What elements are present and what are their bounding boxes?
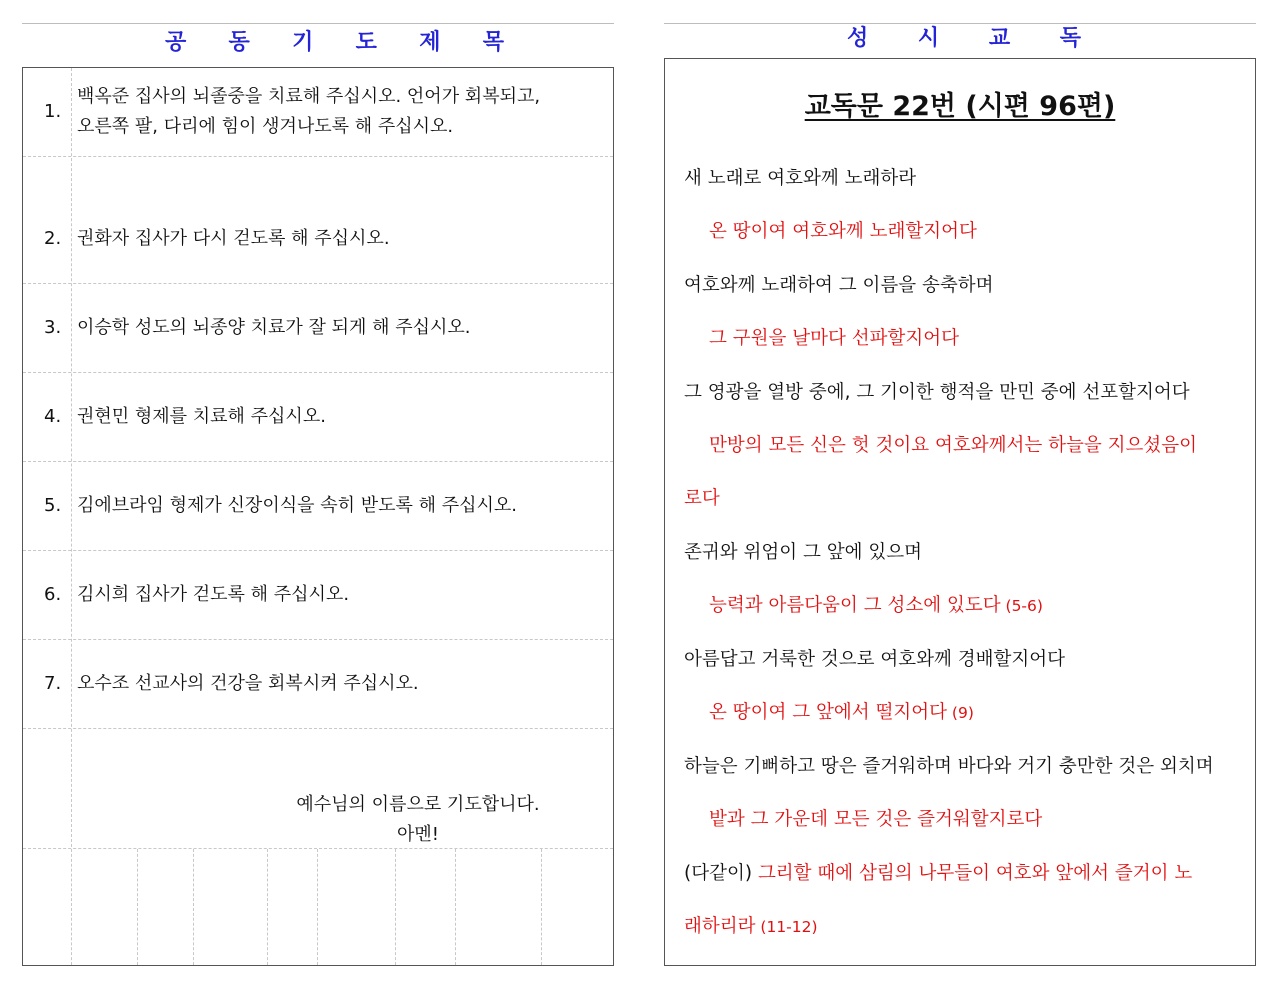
prayer-item-number: 3. xyxy=(44,317,62,338)
prayer-item-text: 김에브라임 형제가 신장이식을 속히 받도록 해 주십시오. xyxy=(77,495,517,516)
verse-reference: (9) xyxy=(946,704,974,722)
prayer-title-char: 제 xyxy=(419,30,441,55)
response-text: 온 땅이여 그 앞에서 떨지어다 xyxy=(709,702,947,723)
unison-prefix: (다같이) xyxy=(684,863,758,884)
prayer-title-char: 도 xyxy=(355,30,377,55)
prayer-item-number: 2. xyxy=(44,228,62,249)
prayer-item xyxy=(23,373,613,462)
reading-title-char: 성 xyxy=(847,26,869,51)
response-line: 그 구원을 날마다 선파할지어다 xyxy=(709,328,959,349)
prayer-section-title xyxy=(22,28,614,58)
prayer-list-box xyxy=(22,67,614,966)
leader-line: 새 노래로 여호와께 노래하라 xyxy=(684,168,917,189)
response-text: 능력과 아름다움이 그 성소에 있도다 xyxy=(709,595,1001,616)
grid-line xyxy=(317,849,318,965)
prayer-item xyxy=(23,551,613,640)
prayer-item-text: 권현민 형제를 치료해 주십시오. xyxy=(77,406,326,427)
leader-line: 하늘은 기뻐하고 땅은 즐거워하며 바다와 거기 충만한 것은 외치며 xyxy=(684,756,1214,777)
prayer-item-number: 5. xyxy=(44,495,62,516)
prayer-item xyxy=(23,640,613,729)
leader-line: 여호와께 노래하여 그 이름을 송축하며 xyxy=(684,275,994,296)
unison-text: 그리할 때에 삼림의 나무들이 여호와 앞에서 즐거이 노 xyxy=(757,863,1193,884)
grid-line xyxy=(193,849,194,965)
prayer-item-text: 오수조 선교사의 건강을 회복시켜 주십시오. xyxy=(77,673,419,694)
leader-line: 존귀와 위엄이 그 앞에 있으며 xyxy=(684,542,922,563)
prayer-closing xyxy=(223,790,613,850)
verse-reference: (5-6) xyxy=(1000,597,1043,615)
unison-line-continued xyxy=(684,911,1245,943)
reading-section-title xyxy=(664,24,1256,54)
leader-line: 아름답고 거룩한 것으로 여호와께 경배할지어다 xyxy=(684,649,1065,670)
response-line-continued: 로다 xyxy=(684,488,720,509)
prayer-title-char: 공 xyxy=(165,30,187,55)
unison-text: 래하리라 xyxy=(684,916,756,937)
grid-line xyxy=(541,849,542,965)
grid-line xyxy=(455,849,456,965)
closing-text: 예수님의 이름으로 기도합니다. xyxy=(296,794,540,815)
amen-text: 아멘! xyxy=(397,824,439,845)
prayer-item xyxy=(23,462,613,551)
prayer-item-number: 6. xyxy=(44,584,62,605)
reading-heading: 교독문 22번 (시편 96편) xyxy=(804,91,1116,122)
prayer-item xyxy=(23,68,613,157)
reading-title-char: 독 xyxy=(1059,26,1081,51)
grid-line xyxy=(71,849,72,965)
grid-line xyxy=(267,849,268,965)
response-line: 밭과 그 가운데 모든 것은 즐거워할지로다 xyxy=(709,809,1043,830)
prayer-item-number: 1. xyxy=(44,101,62,122)
bottom-grid xyxy=(23,848,613,965)
unison-line xyxy=(684,858,1245,890)
grid-line xyxy=(395,849,396,965)
verse-reference: (11-12) xyxy=(755,918,818,936)
prayer-title-char: 기 xyxy=(292,30,314,55)
prayer-top-rule xyxy=(22,23,614,24)
leader-line: 그 영광을 열방 중에, 그 기이한 행적을 만민 중에 선포할지어다 xyxy=(684,382,1190,403)
prayer-item xyxy=(23,284,613,373)
prayer-item-text: 권화자 집사가 다시 걷도록 해 주십시오. xyxy=(77,228,390,249)
reading-box xyxy=(664,58,1256,966)
prayer-title-char: 목 xyxy=(482,30,504,55)
prayer-title-char: 동 xyxy=(228,30,250,55)
response-line: 온 땅이여 여호와께 노래할지어다 xyxy=(709,221,977,242)
response-line xyxy=(709,697,1245,729)
reading-title-char: 시 xyxy=(917,26,940,51)
prayer-item-text: 김시희 집사가 걷도록 해 주십시오. xyxy=(77,584,350,605)
response-line xyxy=(709,590,1245,622)
prayer-item-number: 7. xyxy=(44,673,62,694)
prayer-item-text: 이승학 성도의 뇌종양 치료가 잘 되게 해 주십시오. xyxy=(77,317,471,338)
reading-title-char: 교 xyxy=(988,26,1011,51)
prayer-item-text: 백옥준 집사의 뇌졸중을 치료해 주십시오. 언어가 회복되고, 오른쪽 팔, 다리에 힘이 생겨나도록 해 주십시오. xyxy=(77,86,541,137)
prayer-item xyxy=(23,195,613,284)
prayer-item-number: 4. xyxy=(44,406,62,427)
response-line: 만방의 모든 신은 헛 것이요 여호와께서는 하늘을 지으셨음이 xyxy=(709,435,1197,456)
grid-line xyxy=(137,849,138,965)
